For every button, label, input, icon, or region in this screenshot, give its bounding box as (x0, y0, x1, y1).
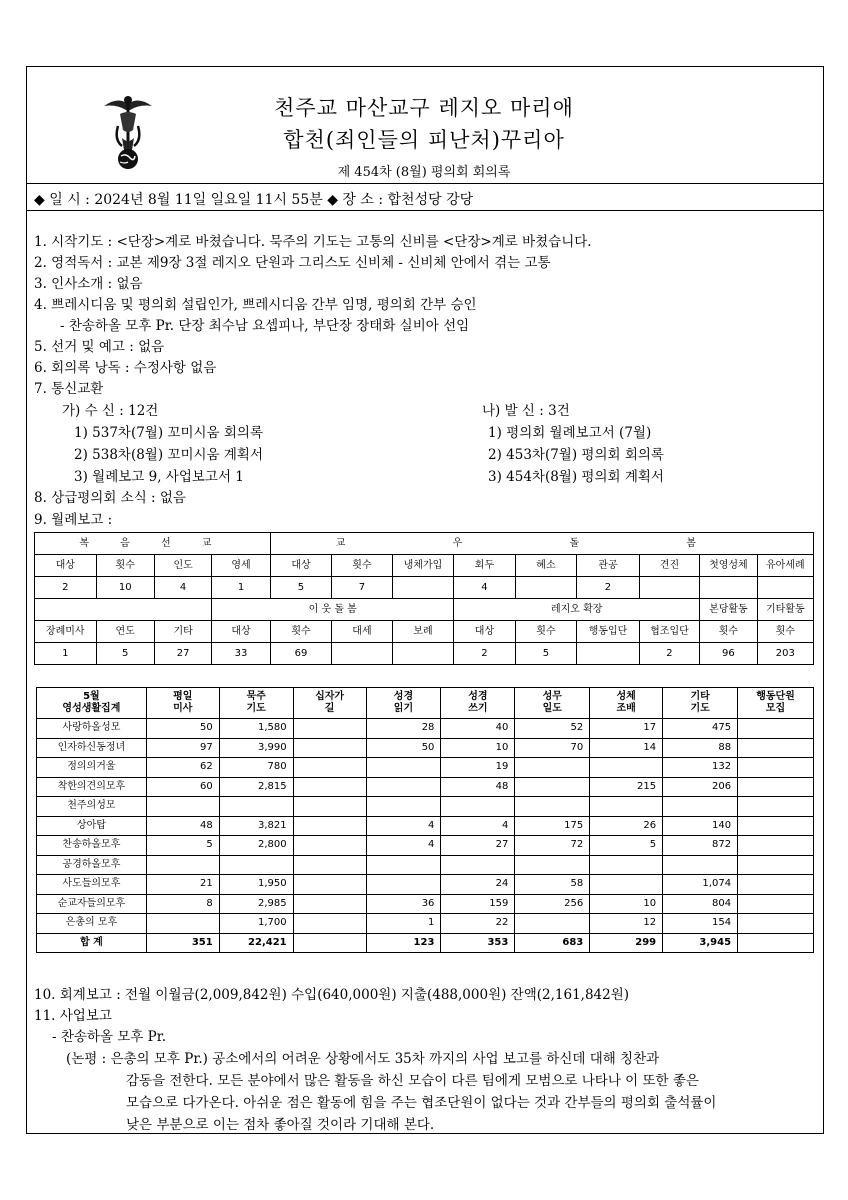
spiritual-value-cell: 683 (515, 933, 590, 953)
value-cell: 2 (35, 577, 97, 599)
spiritual-header-cell: 행동단원 모집 (738, 688, 814, 719)
spiritual-value-cell (515, 758, 590, 778)
value-cell: 203 (757, 643, 813, 665)
header-cell: 첫영성체 (700, 555, 757, 577)
spiritual-value-cell (293, 933, 366, 953)
spiritual-value-cell: 14 (590, 738, 663, 758)
spiritual-value-cell (738, 855, 814, 875)
spiritual-value-cell: 132 (663, 758, 738, 778)
spiritual-value-cell: 48 (441, 777, 515, 797)
header-cell: 대상 (212, 621, 270, 643)
spiritual-life-table (36, 687, 814, 953)
spiritual-value-cell: 26 (590, 816, 663, 836)
spiritual-value-cell (738, 933, 814, 953)
item-introductions: 3. 인사소개 : 없음 (34, 276, 143, 292)
value-cell (700, 577, 757, 599)
spiritual-praesidium-row (37, 855, 814, 875)
value-cell (577, 643, 640, 665)
header-cell: 보례 (392, 621, 454, 643)
monthly-value-row-1 (35, 577, 814, 599)
spiritual-value-cell (590, 855, 663, 875)
header-cell: 관공 (577, 555, 640, 577)
header-cell: 횟수 (270, 621, 332, 643)
spiritual-value-cell: 17 (590, 719, 663, 739)
value-cell: 96 (700, 643, 757, 665)
spiritual-value-cell: 10 (590, 894, 663, 914)
monthly-value-row-2 (35, 643, 814, 665)
spiritual-value-cell: 52 (515, 719, 590, 739)
spiritual-value-cell: 140 (663, 816, 738, 836)
spiritual-praesidium-row (37, 894, 814, 914)
review-comment-line: 모습으로 다가온다. 아쉬운 점은 활동에 힘을 주는 협조단원이 없다는 것과 간부들의 평의회 출석률이 (126, 1095, 717, 1111)
spiritual-value-cell (366, 758, 441, 778)
header-cell: 횟수 (332, 555, 392, 577)
section-legio-expansion: 레지오 확장 (454, 599, 700, 621)
spiritual-header-cell: 평일 미사 (146, 688, 219, 719)
review-comment-line: 감동을 전한다. 모든 분야에서 많은 활동을 하신 모습이 다른 팀에게 모범으로 나타나 이 또한 좋은 (126, 1073, 699, 1089)
spiritual-value-cell: 780 (219, 758, 293, 778)
blank-cell (35, 599, 212, 621)
spiritual-value-cell: 159 (441, 894, 515, 914)
value-cell: 10 (96, 577, 154, 599)
praesidium-name: 정의의거울 (37, 758, 147, 778)
spiritual-value-cell: 154 (663, 914, 738, 934)
spiritual-value-cell (738, 797, 814, 817)
header-cell: 대상 (454, 621, 516, 643)
value-cell: 5 (515, 643, 577, 665)
header-cell: 기타 (154, 621, 211, 643)
received-item: 3) 월례보고 9, 사업보고서 1 (74, 469, 244, 485)
spiritual-value-cell: 2,800 (219, 836, 293, 856)
spiritual-value-cell: 215 (590, 777, 663, 797)
praesidium-name: 상아탑 (37, 816, 147, 836)
item-higher-council-news: 8. 상급평의회 소식 : 없음 (34, 490, 186, 506)
praesidium-name: 찬송하올모후 (37, 836, 147, 856)
spiritual-value-cell: 1,074 (663, 875, 738, 895)
spiritual-value-cell: 3,821 (219, 816, 293, 836)
spiritual-value-cell: 475 (663, 719, 738, 739)
value-cell: 4 (154, 577, 211, 599)
business-report-title: 11. 사업보고 (34, 1008, 112, 1024)
spiritual-value-cell: 175 (515, 816, 590, 836)
spiritual-value-cell (441, 855, 515, 875)
header-cell: 협조입단 (639, 621, 699, 643)
spiritual-value-cell (293, 855, 366, 875)
spiritual-header-row (37, 688, 814, 719)
praesidium-name: 사도들의모후 (37, 875, 147, 895)
header-cell: 행동입단 (577, 621, 640, 643)
sent-item: 3) 454차(8월) 평의회 계획서 (488, 469, 664, 485)
spiritual-value-cell: 123 (366, 933, 441, 953)
spiritual-value-cell (293, 836, 366, 856)
spiritual-header-cell: 성무 일도 (515, 688, 590, 719)
spiritual-value-cell: 804 (663, 894, 738, 914)
spiritual-value-cell (515, 855, 590, 875)
spiritual-praesidium-row (37, 758, 814, 778)
spiritual-value-cell: 22,421 (219, 933, 293, 953)
praesidium-name: 공경하올모후 (37, 855, 147, 875)
spiritual-value-cell (738, 777, 814, 797)
value-cell (332, 643, 392, 665)
section-other-activity: 기타활동 (757, 599, 813, 621)
spiritual-value-cell: 4 (366, 816, 441, 836)
praesidium-name: 사랑하올성모 (37, 719, 147, 739)
spiritual-value-cell (293, 738, 366, 758)
header-cell: 회두 (454, 555, 516, 577)
spiritual-praesidium-row (37, 816, 814, 836)
spiritual-value-cell: 58 (515, 875, 590, 895)
spiritual-value-cell: 351 (146, 933, 219, 953)
received-item: 2) 538차(8월) 꼬미시움 계획서 (74, 447, 263, 463)
value-cell (515, 577, 577, 599)
spiritual-value-cell: 27 (441, 836, 515, 856)
spiritual-value-cell: 10 (441, 738, 515, 758)
item-election: 5. 선거 및 예고 : 없음 (34, 339, 165, 355)
spiritual-value-cell: 4 (441, 816, 515, 836)
spiritual-value-cell (293, 914, 366, 934)
spiritual-value-cell: 1,950 (219, 875, 293, 895)
spiritual-value-cell: 2,985 (219, 894, 293, 914)
spiritual-value-cell: 5 (146, 836, 219, 856)
monthly-header-row-2 (35, 621, 814, 643)
spiritual-praesidium-row (37, 914, 814, 934)
doc-subtitle: 제 454차 (8월) 평의회 회의록 (337, 165, 511, 180)
header-cell: 영세 (212, 555, 270, 577)
spiritual-value-cell (219, 797, 293, 817)
spiritual-header-cell: 성체 조배 (590, 688, 663, 719)
spiritual-value-cell: 1,700 (219, 914, 293, 934)
dateline-divider (26, 210, 824, 211)
header-divider (26, 183, 824, 184)
value-cell: 27 (154, 643, 211, 665)
value-cell: 69 (270, 643, 332, 665)
spiritual-value-cell: 3,945 (663, 933, 738, 953)
doc-title-line1: 천주교 마산교구 레지오 마리애 (274, 96, 574, 120)
section-neighbor-care: 이 웃 돌 봄 (212, 599, 454, 621)
spiritual-value-cell: 3,990 (219, 738, 293, 758)
spiritual-value-cell (515, 797, 590, 817)
item-minutes-reading: 6. 회의록 낭독 : 수정사항 없음 (34, 360, 217, 376)
spiritual-praesidium-row (37, 777, 814, 797)
doc-title-line2: 합천(죄인들의 피난처)꾸리아 (283, 128, 565, 152)
spiritual-value-cell: 70 (515, 738, 590, 758)
finance-report: 10. 회계보고 : 전월 이월금(2,009,842원) 수입(640,000원) 지출(488,000원) 잔액(2,161,842원) (34, 987, 630, 1003)
spiritual-value-cell (738, 738, 814, 758)
spiritual-value-cell (293, 816, 366, 836)
header-cell: 횟수 (96, 555, 154, 577)
section-parish-activity: 본당활동 (700, 599, 757, 621)
header-cell: 대상 (35, 555, 97, 577)
value-cell: 4 (454, 577, 516, 599)
spiritual-value-cell (293, 758, 366, 778)
spiritual-value-cell (219, 855, 293, 875)
spiritual-value-cell: 72 (515, 836, 590, 856)
spiritual-value-cell: 8 (146, 894, 219, 914)
spiritual-value-cell: 60 (146, 777, 219, 797)
header-cell: 횟수 (700, 621, 757, 643)
value-cell: 2 (454, 643, 516, 665)
spiritual-header-cell: 묵주 기도 (219, 688, 293, 719)
spiritual-value-cell: 12 (590, 914, 663, 934)
praesidium-name: 은총의 모후 (37, 914, 147, 934)
spiritual-praesidium-row (37, 738, 814, 758)
spiritual-praesidium-row (37, 797, 814, 817)
spiritual-value-cell (293, 719, 366, 739)
value-cell (392, 643, 454, 665)
spiritual-header-cell: 5월 영성생활집계 (37, 688, 147, 719)
spiritual-value-cell (738, 914, 814, 934)
spiritual-praesidium-row (37, 719, 814, 739)
received-item: 1) 537차(7월) 꼬미시움 회의록 (74, 425, 263, 441)
sent-item: 2) 453차(7월) 평의회 회의록 (488, 447, 664, 463)
item-approvals: 4. 쁘레시디움 및 평의회 설립인가, 쁘레시디움 간부 임명, 평의회 간부 승인 (34, 297, 477, 313)
item-approvals-detail: - 찬송하올 모후 Pr. 단장 최수남 요셉피나, 부단장 장태화 실비아 선임 (60, 318, 470, 334)
header-cell: 대세 (332, 621, 392, 643)
spiritual-value-cell (515, 777, 590, 797)
spiritual-value-cell: 21 (146, 875, 219, 895)
date-place-line: ◆ 일 시 : 2024년 8월 11일 일요일 11시 55분 ◆ 장 소 : 합천성당 강당 (34, 192, 474, 208)
header-cell: 횟수 (757, 621, 813, 643)
value-cell: 5 (270, 577, 332, 599)
header-cell: 냉체가입 (392, 555, 454, 577)
spiritual-value-cell: 62 (146, 758, 219, 778)
section-evangelization: 복 음 선 교 (35, 533, 271, 555)
review-comment-line: (논평 : 은총의 모후 Pr.) 공소에서의 어려운 상황에서도 35차 까지의 사업 보고를 하신데 대해 칭찬과 (66, 1051, 660, 1067)
spiritual-praesidium-row (37, 836, 814, 856)
value-cell: 2 (639, 643, 699, 665)
header-cell: 혜소 (515, 555, 577, 577)
business-report-pr: - 찬송하올 모후 Pr. (52, 1029, 167, 1045)
spiritual-total-row (37, 933, 814, 953)
spiritual-value-cell: 28 (366, 719, 441, 739)
value-cell (392, 577, 454, 599)
spiritual-header-cell: 성경 쓰기 (441, 688, 515, 719)
spiritual-value-cell: 256 (515, 894, 590, 914)
spiritual-value-cell (663, 797, 738, 817)
spiritual-value-cell: 88 (663, 738, 738, 758)
spiritual-value-cell: 1,580 (219, 719, 293, 739)
praesidium-name: 착한의견의모후 (37, 777, 147, 797)
spiritual-value-cell: 1 (366, 914, 441, 934)
spiritual-value-cell (590, 797, 663, 817)
value-cell (757, 577, 813, 599)
spiritual-value-cell: 97 (146, 738, 219, 758)
header-cell: 연도 (96, 621, 154, 643)
spiritual-value-cell: 40 (441, 719, 515, 739)
value-cell: 5 (96, 643, 154, 665)
spiritual-value-cell: 50 (146, 719, 219, 739)
value-cell: 7 (332, 577, 392, 599)
praesidium-name: 순교자들의모후 (37, 894, 147, 914)
spiritual-header-cell: 성경 읽기 (366, 688, 441, 719)
value-cell: 1 (212, 577, 270, 599)
spiritual-header-cell: 기타 기도 (663, 688, 738, 719)
header-cell: 견진 (639, 555, 699, 577)
spiritual-value-cell (738, 836, 814, 856)
spiritual-value-cell (146, 914, 219, 934)
spiritual-value-cell: 2,815 (219, 777, 293, 797)
spiritual-value-cell (738, 719, 814, 739)
praesidium-name: 인자하신동정녀 (37, 738, 147, 758)
spiritual-value-cell: 299 (590, 933, 663, 953)
spiritual-value-cell (738, 875, 814, 895)
section-parishioner-care: 교 우 돌 봄 (270, 533, 813, 555)
value-cell: 1 (35, 643, 97, 665)
spiritual-value-cell: 353 (441, 933, 515, 953)
header-cell: 대상 (270, 555, 332, 577)
spiritual-value-cell (146, 797, 219, 817)
spiritual-value-cell (366, 875, 441, 895)
spiritual-value-cell (146, 855, 219, 875)
spiritual-value-cell (441, 797, 515, 817)
sent-title: 나) 발 신 : 3건 (482, 403, 570, 419)
monthly-report-table (34, 532, 814, 665)
spiritual-value-cell (293, 875, 366, 895)
received-title: 가) 수 신 : 12건 (62, 403, 159, 419)
item-monthly-report: 9. 월례보고 : (34, 512, 113, 528)
spiritual-value-cell (293, 797, 366, 817)
value-cell: 33 (212, 643, 270, 665)
spiritual-value-cell (738, 758, 814, 778)
spiritual-value-cell (663, 855, 738, 875)
spiritual-value-cell (738, 894, 814, 914)
sent-item: 1) 평의회 월례보고서 (7월) (488, 425, 652, 441)
spiritual-value-cell: 22 (441, 914, 515, 934)
spiritual-header-cell: 십자가 길 (293, 688, 366, 719)
spiritual-value-cell (366, 777, 441, 797)
spiritual-value-cell (366, 855, 441, 875)
spiritual-value-cell: 50 (366, 738, 441, 758)
spiritual-value-cell (738, 816, 814, 836)
spiritual-value-cell: 24 (441, 875, 515, 895)
spiritual-value-cell (293, 894, 366, 914)
spiritual-value-cell: 206 (663, 777, 738, 797)
spiritual-value-cell: 5 (590, 836, 663, 856)
spiritual-value-cell (590, 758, 663, 778)
spiritual-value-cell (590, 875, 663, 895)
header-cell: 횟수 (515, 621, 577, 643)
header-cell: 유아세례 (757, 555, 813, 577)
spiritual-value-cell (293, 777, 366, 797)
spiritual-value-cell: 19 (441, 758, 515, 778)
value-cell (639, 577, 699, 599)
value-cell: 2 (577, 577, 640, 599)
monthly-header-row-1 (35, 555, 814, 577)
spiritual-value-cell: 4 (366, 836, 441, 856)
spiritual-value-cell: 872 (663, 836, 738, 856)
spiritual-value-cell: 36 (366, 894, 441, 914)
item-correspondence: 7. 통신교환 (34, 381, 104, 397)
spiritual-value-cell: 48 (146, 816, 219, 836)
header-cell: 인도 (154, 555, 211, 577)
spiritual-value-cell (366, 797, 441, 817)
item-spiritual-reading: 2. 영적독서 : 교본 제9장 3절 레지오 단원과 그리스도 신비체 - 신비체 안에서 겪는 고통 (34, 255, 551, 271)
item-opening-prayer: 1. 시작기도 : <단장>계로 바쳤습니다. 묵주의 기도는 고통의 신비를 <단장>계로 바쳤습니다. (34, 234, 592, 250)
header-cell: 장례미사 (35, 621, 97, 643)
review-comment-line: 낮은 부분으로 이는 점차 좋아질 것이라 기대해 본다. (126, 1117, 435, 1133)
praesidium-name: 천주의성모 (37, 797, 147, 817)
spiritual-value-cell (515, 914, 590, 934)
spiritual-praesidium-row (37, 875, 814, 895)
praesidium-name: 합 계 (37, 933, 147, 953)
